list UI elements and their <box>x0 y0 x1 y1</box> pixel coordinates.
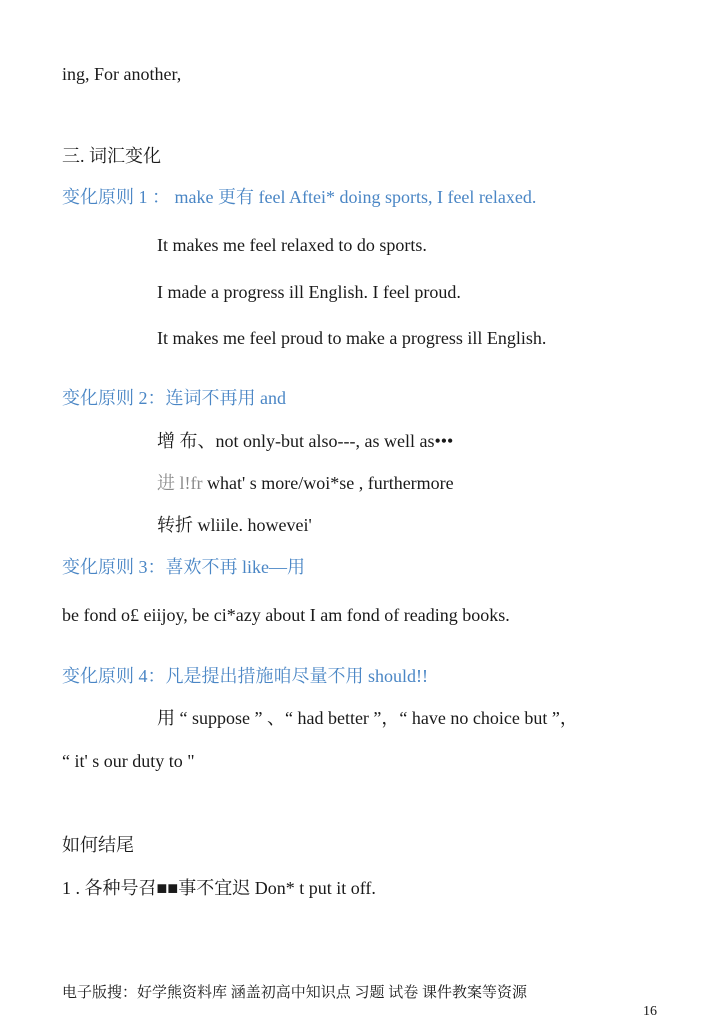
rule-1-heading: 变化原则 1 ： make 更有 feel Aftei* doing sports, I feel relaxed. <box>62 187 537 207</box>
rule-3-heading: 变化原则 3：喜欢不再 like—用 <box>62 557 305 577</box>
rule-4-examples: 用 “ suppose ” 、“ had better ”，“ have no choice but ”， <box>157 708 578 728</box>
progression-examples: what' s more/woi*se , furthermore <box>202 473 454 493</box>
page-footer: 电子版搜：好学熊资料库 涵盖初高中知识点 习题 试卷 课件教案等资源 <box>62 985 528 1001</box>
rule-3-example: be fond o£ eiijoy, be ci*azy about I am fond of reading books. <box>62 605 510 625</box>
rule-2-contrast: 转折 wliile. howevei' <box>157 515 312 535</box>
section-heading-vocabulary: 三. 词汇变化 <box>62 146 161 166</box>
rule-2-addition: 增 布、not only-but also---, as well as••• <box>157 431 454 451</box>
rule-1-example-2: I made a progress ill English. I feel proud. <box>157 282 461 302</box>
rule-2-heading: 变化原则 2：连词不再用 and <box>62 388 286 408</box>
page-number: 16 <box>643 1004 657 1019</box>
rule-2-progression <box>157 471 454 495</box>
section-heading-ending: 如何结尾 <box>62 835 134 855</box>
rule-4-examples-continued: “ it' s our duty to " <box>62 751 195 771</box>
text-line-continuation: ing, For another, <box>62 64 182 84</box>
rule-1-example-1: It makes me feel relaxed to do sports. <box>157 235 427 255</box>
ending-item-1: 1 . 各种号召■■事不宜迟 Don* t put it off. <box>62 878 376 898</box>
rule-4-heading: 变化原则 4：凡是提出措施咱尽量不用 should!! <box>62 666 428 686</box>
progression-label: 进 l!fr <box>157 473 203 493</box>
rule-1-example-3: It makes me feel proud to make a progress ill English. <box>157 328 547 348</box>
